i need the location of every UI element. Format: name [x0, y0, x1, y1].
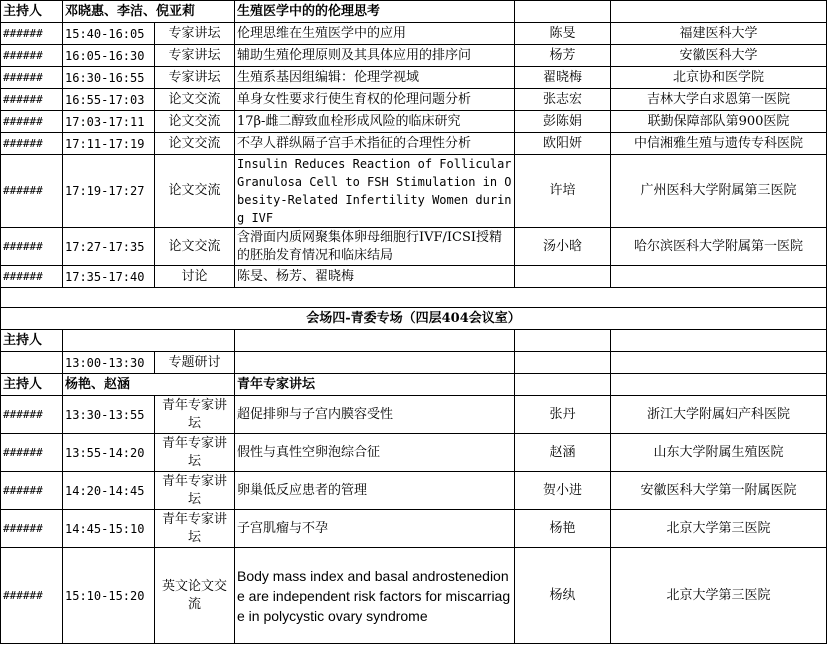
title-cell: 17β-雌二醇致血栓形成风险的临床研究 [235, 111, 515, 133]
institution-cell: 哈尔滨医科大学附属第一医院 [611, 228, 827, 266]
institution-cell: 中信湘雅生殖与遗传专科医院 [611, 133, 827, 155]
empty-cell [1, 352, 63, 374]
speaker-cell: 张志宏 [515, 89, 611, 111]
date-cell: ###### [1, 23, 63, 45]
title-cell: 辅助生殖伦理原则及其具体应用的排序问 [235, 45, 515, 67]
speaker-cell: 汤小晗 [515, 228, 611, 266]
empty-cell [63, 330, 235, 352]
venue-title: 会场四-青委专场（四层404会议室） [1, 308, 827, 330]
institution-cell: 安徽医科大学 [611, 45, 827, 67]
type-cell: 论文交流 [155, 89, 235, 111]
table-row [1, 111, 827, 133]
type-cell: 青年专家讲坛 [155, 396, 235, 434]
date-cell: ###### [1, 133, 63, 155]
date-cell: ###### [1, 396, 63, 434]
type-cell: 英文论文交流 [155, 548, 235, 644]
empty-cell [611, 330, 827, 352]
institution-cell: 浙江大学附属妇产科医院 [611, 396, 827, 434]
institution-cell: 安徽医科大学第一附属医院 [611, 472, 827, 510]
session-header-row [1, 330, 827, 352]
host-names: 杨艳、赵涵 [63, 374, 235, 396]
table-row [1, 510, 827, 548]
type-cell: 青年专家讲坛 [155, 472, 235, 510]
time-cell: 17:27-17:35 [63, 228, 155, 266]
type-cell: 论文交流 [155, 155, 235, 228]
host-label: 主持人 [1, 330, 63, 352]
date-cell: ###### [1, 228, 63, 266]
institution-cell [611, 266, 827, 288]
speaker-cell: 许培 [515, 155, 611, 228]
table-row [1, 45, 827, 67]
title-cell: 假性与真性空卵泡综合征 [235, 434, 515, 472]
empty-cell [611, 352, 827, 374]
host-label: 主持人 [1, 1, 63, 23]
session-header-row [1, 1, 827, 23]
time-cell: 17:35-17:40 [63, 266, 155, 288]
institution-cell: 北京大学第三医院 [611, 510, 827, 548]
host-label: 主持人 [1, 374, 63, 396]
title-cell: 子宫肌瘤与不孕 [235, 510, 515, 548]
time-cell: 16:05-16:30 [63, 45, 155, 67]
type-cell: 论文交流 [155, 111, 235, 133]
institution-cell: 吉林大学白求恩第一医院 [611, 89, 827, 111]
speaker-cell: 欧阳妍 [515, 133, 611, 155]
type-cell: 专题研讨 [155, 352, 235, 374]
speaker-cell: 陈旻 [515, 23, 611, 45]
time-cell: 16:55-17:03 [63, 89, 155, 111]
table-row [1, 396, 827, 434]
time-cell: 15:10-15:20 [63, 548, 155, 644]
title-cell: 伦理思维在生殖医学中的应用 [235, 23, 515, 45]
speaker-cell: 贺小进 [515, 472, 611, 510]
type-cell: 专家讲坛 [155, 23, 235, 45]
speaker-cell: 杨纨 [515, 548, 611, 644]
date-cell: ###### [1, 266, 63, 288]
title-cell: 卵巢低反应患者的管理 [235, 472, 515, 510]
spacer-row [1, 288, 827, 308]
host-names: 邓晓惠、李洁、倪亚莉 [63, 1, 235, 23]
time-cell: 13:55-14:20 [63, 434, 155, 472]
type-cell: 专家讲坛 [155, 67, 235, 89]
speaker-cell: 杨芳 [515, 45, 611, 67]
date-cell: ###### [1, 510, 63, 548]
time-cell: 17:11-17:19 [63, 133, 155, 155]
date-cell: ###### [1, 89, 63, 111]
table-row [1, 89, 827, 111]
title-cell: 单身女性要求行使生育权的伦理问题分析 [235, 89, 515, 111]
date-cell: ###### [1, 548, 63, 644]
time-cell: 14:20-14:45 [63, 472, 155, 510]
time-cell: 14:45-15:10 [63, 510, 155, 548]
type-cell: 论文交流 [155, 133, 235, 155]
session-header-row [1, 374, 827, 396]
venue-row [1, 308, 827, 330]
empty-cell [515, 352, 611, 374]
institution-cell: 山东大学附属生殖医院 [611, 434, 827, 472]
table-row [1, 228, 827, 266]
title-cell: 超促排卵与子宫内膜容受性 [235, 396, 515, 434]
date-cell: ###### [1, 434, 63, 472]
time-cell: 17:03-17:11 [63, 111, 155, 133]
table-row [1, 434, 827, 472]
speaker-cell: 杨艳 [515, 510, 611, 548]
type-cell: 青年专家讲坛 [155, 434, 235, 472]
empty-cell [611, 1, 827, 23]
speaker-cell: 彭陈娟 [515, 111, 611, 133]
empty-cell [611, 374, 827, 396]
type-cell: 讨论 [155, 266, 235, 288]
date-cell: ###### [1, 67, 63, 89]
empty-cell [1, 288, 827, 308]
speaker-cell: 赵涵 [515, 434, 611, 472]
time-cell: 16:30-16:55 [63, 67, 155, 89]
time-cell: 13:30-13:55 [63, 396, 155, 434]
table-row [1, 266, 827, 288]
table-row [1, 155, 827, 228]
table-row [1, 548, 827, 644]
type-cell: 青年专家讲坛 [155, 510, 235, 548]
date-cell: ###### [1, 45, 63, 67]
institution-cell: 北京协和医学院 [611, 67, 827, 89]
empty-cell [235, 330, 515, 352]
table-row [1, 23, 827, 45]
speaker-cell: 翟晓梅 [515, 67, 611, 89]
title-cell: 不孕人群纵隔子宫手术指征的合理性分析 [235, 133, 515, 155]
institution-cell: 福建医科大学 [611, 23, 827, 45]
institution-cell: 广州医科大学附属第三医院 [611, 155, 827, 228]
title-cell: Insulin Reduces Reaction of Follicular Granulosa Cell to FSH Stimulation in Obesity-Related Infertility Women during IVF [235, 155, 515, 228]
title-cell: 生殖系基因组编辑：伦理学视域 [235, 67, 515, 89]
table-row [1, 67, 827, 89]
table-row [1, 352, 827, 374]
table-row [1, 133, 827, 155]
speaker-cell: 张丹 [515, 396, 611, 434]
date-cell: ###### [1, 155, 63, 228]
institution-cell: 北京大学第三医院 [611, 548, 827, 644]
time-cell: 15:40-16:05 [63, 23, 155, 45]
date-cell: ###### [1, 472, 63, 510]
speaker-cell [515, 266, 611, 288]
type-cell: 论文交流 [155, 228, 235, 266]
empty-cell [235, 352, 515, 374]
schedule-body [1, 1, 827, 644]
title-cell: Body mass index and basal androstenedione are independent risk factors for miscarriage in polycystic ovary syndrome [235, 548, 515, 644]
empty-cell [515, 330, 611, 352]
empty-cell [515, 1, 611, 23]
empty-cell [515, 374, 611, 396]
session-topic: 生殖医学中的的伦理思考 [235, 1, 515, 23]
title-cell: 陈旻、杨芳、翟晓梅 [235, 266, 515, 288]
date-cell: ###### [1, 111, 63, 133]
institution-cell: 联勤保障部队第900医院 [611, 111, 827, 133]
time-cell: 13:00-13:30 [63, 352, 155, 374]
title-cell: 含滑面内质网聚集体卵母细胞行IVF/ICSI授精的胚胎发育情况和临床结局 [235, 228, 515, 266]
type-cell: 专家讲坛 [155, 45, 235, 67]
table-row [1, 472, 827, 510]
session-topic: 青年专家讲坛 [235, 374, 515, 396]
time-cell: 17:19-17:27 [63, 155, 155, 228]
